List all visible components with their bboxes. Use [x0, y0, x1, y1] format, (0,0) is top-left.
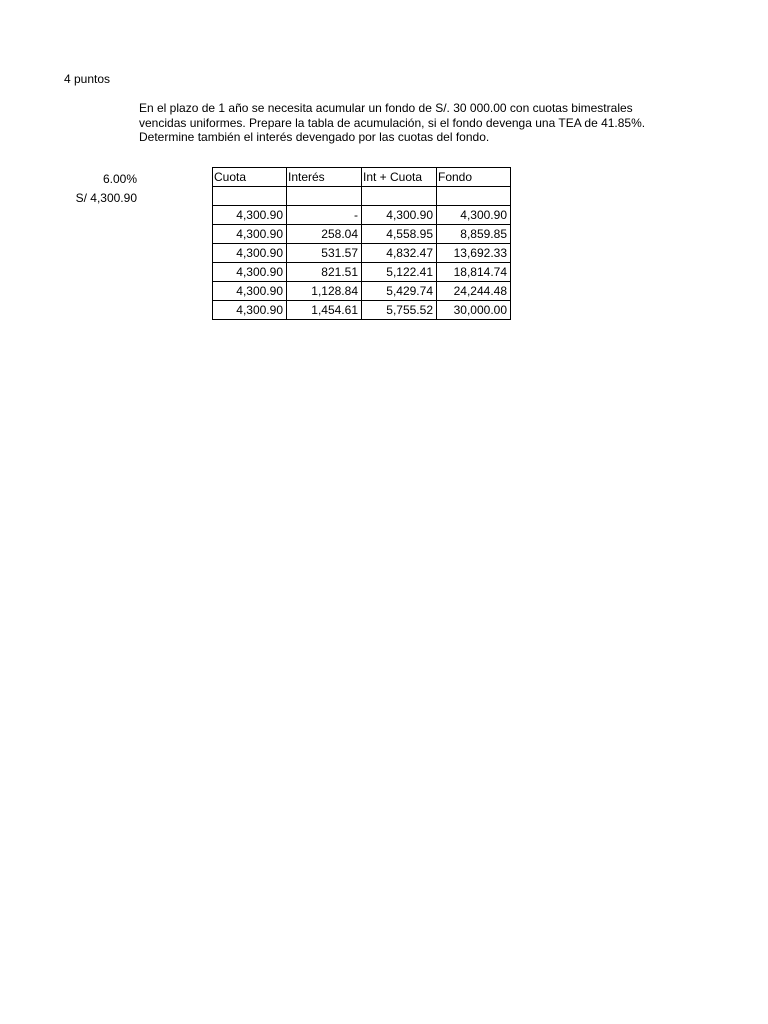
problem-statement: En el plazo de 1 año se necesita acumular un fondo de S/. 30 000.00 con cuotas bimestrales vencidas uniformes. Prepare la tabla de acumulación, si el fondo devenga una TEA de 41.85%. Determine también el interés devengado por las cuotas del fondo. [139, 101, 646, 144]
points-label: 4 puntos [64, 72, 111, 86]
payment-value: S/ 4,300.90 [75, 191, 137, 205]
cell-int-cuota: 4,832.47 [362, 244, 437, 263]
table-row [213, 301, 511, 320]
table-cell [213, 187, 287, 206]
table-row [213, 263, 511, 282]
cell-int-cuota: 5,755.52 [362, 301, 437, 320]
empty-row [213, 187, 511, 206]
cell-int-cuota: 4,300.90 [362, 206, 437, 225]
cell-fondo: 8,859.85 [437, 225, 511, 244]
cell-cuota: 4,300.90 [213, 301, 287, 320]
cell-fondo: 24,244.48 [437, 282, 511, 301]
table-cell [437, 187, 511, 206]
cell-cuota: 4,300.90 [213, 206, 287, 225]
cell-interes: 531.57 [287, 244, 362, 263]
cell-int-cuota: 5,122.41 [362, 263, 437, 282]
header-cuota: Cuota [213, 168, 287, 187]
rate-value: 6.00% [102, 172, 137, 186]
cell-interes: 1,128.84 [287, 282, 362, 301]
table-row [213, 282, 511, 301]
cell-interes: - [287, 206, 362, 225]
table-row [213, 206, 511, 225]
table-cell [287, 187, 362, 206]
cell-int-cuota: 5,429.74 [362, 282, 437, 301]
cell-cuota: 4,300.90 [213, 244, 287, 263]
header-fondo: Fondo [437, 168, 511, 187]
table-header-row [213, 168, 511, 187]
cell-cuota: 4,300.90 [213, 263, 287, 282]
cell-cuota: 4,300.90 [213, 225, 287, 244]
accumulation-table [212, 167, 511, 320]
table-cell [362, 187, 437, 206]
cell-cuota: 4,300.90 [213, 282, 287, 301]
cell-int-cuota: 4,558.95 [362, 225, 437, 244]
cell-interes: 1,454.61 [287, 301, 362, 320]
header-interes: Interés [287, 168, 362, 187]
side-values [40, 170, 137, 208]
cell-fondo: 18,814.74 [437, 263, 511, 282]
cell-fondo: 4,300.90 [437, 206, 511, 225]
cell-interes: 258.04 [287, 225, 362, 244]
header-int-cuota: Int + Cuota [362, 168, 437, 187]
cell-fondo: 30,000.00 [437, 301, 511, 320]
cell-interes: 821.51 [287, 263, 362, 282]
table-row [213, 244, 511, 263]
cell-fondo: 13,692.33 [437, 244, 511, 263]
table-row [213, 225, 511, 244]
